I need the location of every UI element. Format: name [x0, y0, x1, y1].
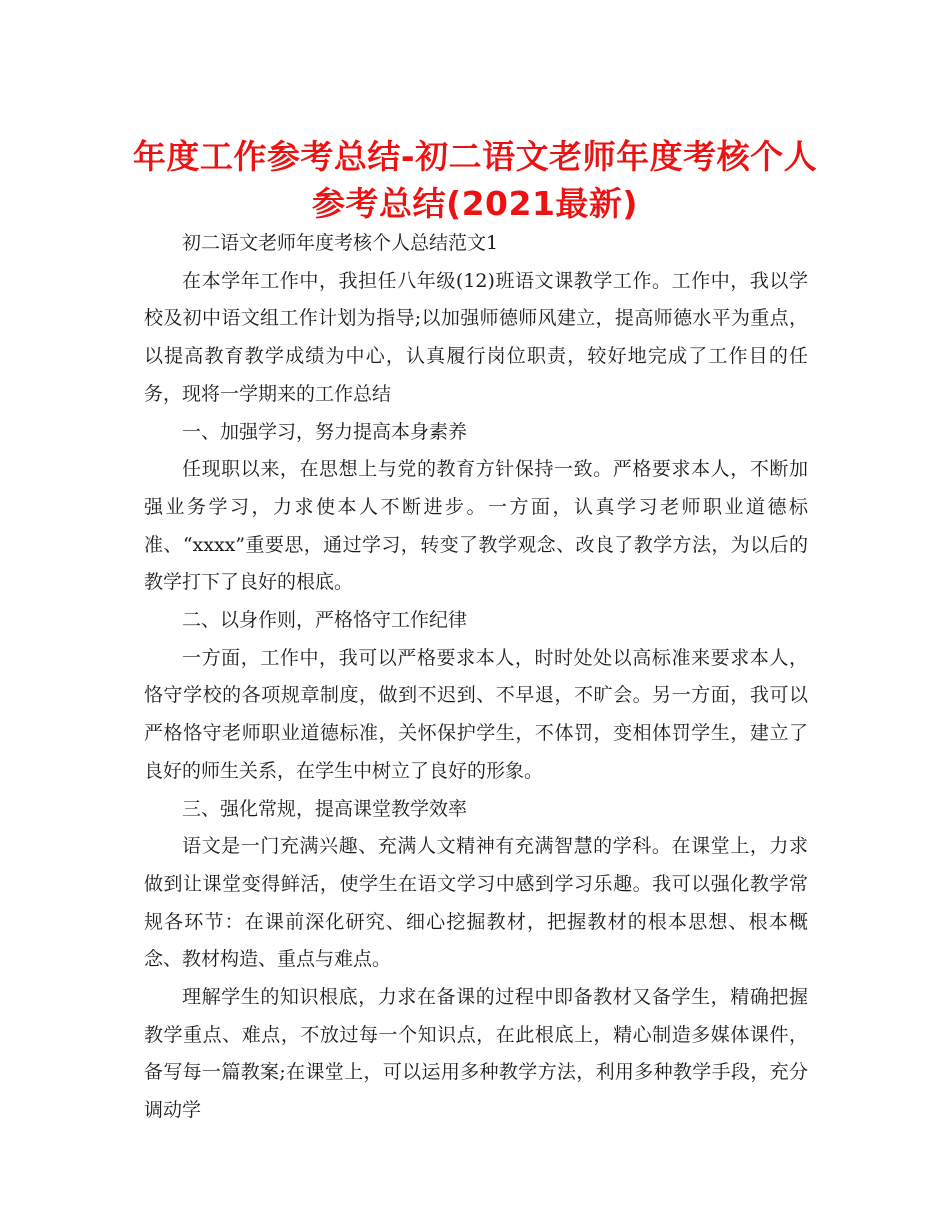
section-heading: 三、强化常规，提高课堂教学效率 — [182, 797, 468, 820]
document-title: 年度工作参考总结-初二语文老师年度考核个人参考总结(2021最新) — [132, 137, 818, 223]
body-paragraph: 理解学生的知识根底，力求在备课的过程中即备教材又备学生，精确把握教学重点、难点，不放过每一个知识点，在此根底上，精心制造多媒体课件，备写每一篇教案;在课堂上，可以运用多种教学方法，利用多种教学手段，充分调动学 — [144, 986, 808, 1122]
body-paragraph: 任现职以来，在思想上与党的教育方针保持一致。严格要求本人，不断加强业务学习，力求使本人不断进步。一方面，认真学习老师职业道德标准、“xxxx”重要思，通过学习，转变了教学观念、改良了教学方法，为以后的教学打下了良好的根底。 — [144, 458, 808, 594]
document-body — [144, 225, 808, 1130]
section-heading: 一、加强学习，努力提高本身素养 — [182, 420, 468, 443]
body-paragraph: 一方面，工作中，我可以严格要求本人，时时处处以高标准来要求本人，恪守学校的各项规章制度，做到不迟到、不早退，不旷会。另一方面，我可以严格恪守老师职业道德标准，关怀保护学生，不体罚，变相体罚学生，建立了良好的师生关系，在学生中树立了良好的形象。 — [144, 646, 808, 782]
section-heading: 二、以身作则，严格恪守工作纪律 — [182, 609, 468, 632]
body-paragraph: 语文是一门充满兴趣、充满人文精神有充满智慧的学科。在课堂上，力求做到让课堂变得鲜活，使学生在语文学习中感到学习乐趣。我可以强化教学常规各环节：在课前深化研究、细心挖掘教材，把握教材的根本思想、根本概念、教材构造、重点与难点。 — [144, 835, 808, 971]
body-paragraph: 在本学年工作中，我担任八年级(12)班语文课教学工作。工作中，我以学校及初中语文组工作计划为指导;以加强师德师风建立，提高师德水平为重点，以提高教育教学成绩为中心，认真履行岗位职责，较好地完成了工作目的任务，现将一学期来的工作总结 — [144, 269, 808, 405]
section-heading: 初二语文老师年度考核个人总结范文1 — [182, 232, 499, 254]
